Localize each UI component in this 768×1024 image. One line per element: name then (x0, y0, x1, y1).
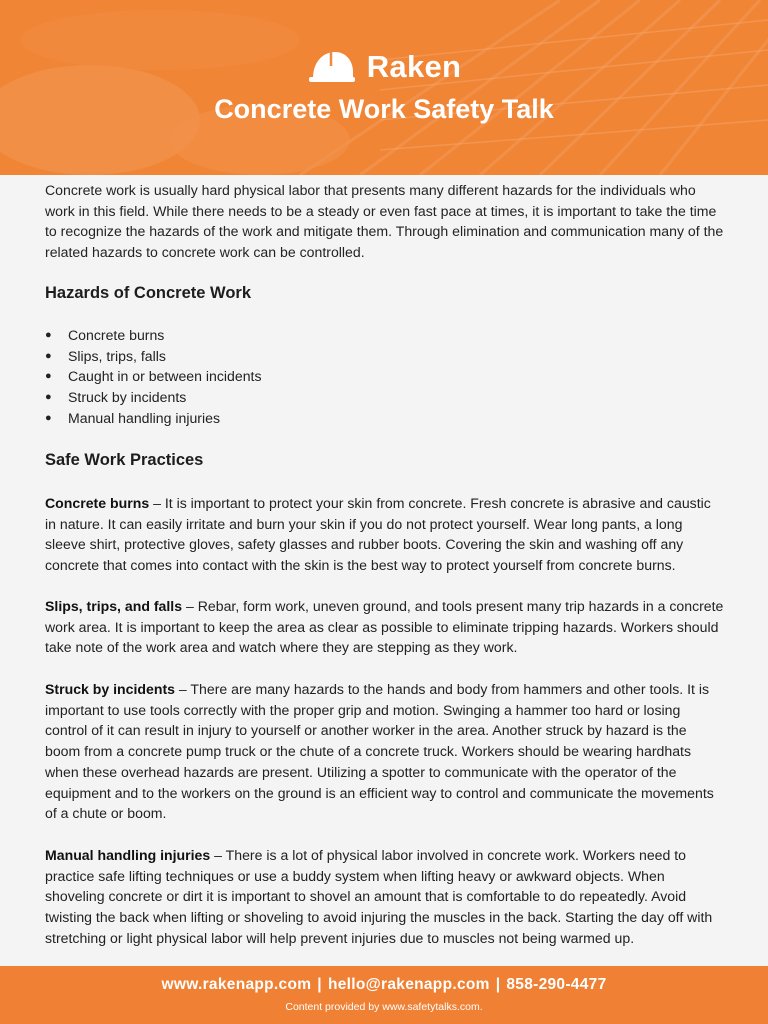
practice-term: Struck by incidents (45, 681, 176, 697)
practice-term: Concrete burns (45, 495, 150, 511)
bullet-icon: ● (45, 349, 52, 362)
bullet-icon: ● (45, 411, 52, 424)
practice-paragraph-manual-handling (45, 845, 725, 949)
safe-practices-heading: Safe Work Practices (45, 451, 204, 469)
footer-bar (0, 966, 768, 1024)
bullet-icon: ● (45, 370, 52, 383)
orange-overlay (0, 0, 768, 175)
practice-term: Manual handling injuries (45, 847, 211, 863)
list-item: ● Struck by incidents (45, 387, 262, 408)
email-link[interactable]: hello@rakenapp.com (327, 976, 490, 993)
practice-text: – It is important to protect your skin from concrete. Fresh concrete is abrasive and caustic in nature. It can easily irritate and burn your skin if you do not protect yourself. Wear long pants, a long sleeve shirt, protective gloves, safety glasses and rubber boots. Covering the skin and washing off any concrete that comes into contact with the skin is the best way to protect yourself from concrete burns. (45, 495, 711, 574)
practice-paragraph-slips-trips-falls (45, 596, 725, 658)
separator: | (495, 976, 501, 993)
page-title: Concrete Work Safety Talk (214, 94, 554, 124)
footer-contacts (0, 976, 768, 994)
brand-lockup (0, 48, 768, 86)
hazards-heading: Hazards of Concrete Work (45, 284, 251, 302)
website-link[interactable]: www.rakenapp.com (161, 976, 312, 993)
phone-number[interactable]: 858-290-4477 (506, 976, 607, 993)
intro-section (45, 180, 725, 263)
practice-text: – Rebar, form work, uneven ground, and tools present many trip hazards in a concrete work area. It is important to keep the area as clear as possible to eliminate tripping hazards. Workers should take note of the work area and watch where they are stepping as they work. (45, 598, 724, 656)
intro-paragraph: Concrete work is usually hard physical labor that presents many different hazards for the individuals who work in this field. While there needs to be a steady or even fast pace at times, it is important to take the time to recognize the hazards of the work and mitigate them. Through elimination and communication many of the related hazards to concrete work can be controlled. (45, 182, 724, 261)
brand-name: Raken (366, 49, 462, 84)
list-item: ● Slips, trips, falls (45, 346, 262, 367)
practice-text: – There are many hazards to the hands and body from hammers and other tools. It is important to use tools correctly with the proper grip and motion. Swinging a hammer too hard or losing control of it can result in injury to yourself or another worker in the area. Another struck by hazard is the boom from a concrete pump truck or the chute of a concrete truck. Workers should be wearing hardhats when these overhead hazards are present. Utilizing a spotter to communicate with the operator of the equipment and to the workers on the ground is an efficient way to control and communicate the movements of a chute or boom. (45, 681, 714, 822)
hazards-list (45, 325, 262, 429)
hardhat-icon (307, 48, 357, 86)
list-item: ● Manual handling injuries (45, 408, 262, 429)
list-item: ● Caught in or between incidents (45, 366, 262, 387)
practice-text: – There is a lot of physical labor involved in concrete work. Workers need to practice safe lifting techniques or use a buddy system when lifting heavy or awkward objects. When shoveling concrete or dirt it is important to shovel an amount that is comfortable to do repeatedly. Avoid twisting the back when lifting or shoveling to avoid injuring the muscles in the back. Starting the day off with stretching or light physical labor will help prevent injuries due to muscles not being warmed up. (45, 847, 713, 946)
bullet-icon: ● (45, 391, 52, 404)
practice-term: Slips, trips, and falls (45, 598, 183, 614)
list-item: ● Concrete burns (45, 325, 262, 346)
header-banner (0, 0, 768, 175)
practice-paragraph-struck-by (45, 679, 725, 824)
content-credit: Content provided by www.safetytalks.com. (285, 1001, 483, 1013)
bullet-icon: ● (45, 329, 52, 341)
practice-paragraph-concrete-burns (45, 493, 725, 576)
separator: | (317, 976, 322, 993)
